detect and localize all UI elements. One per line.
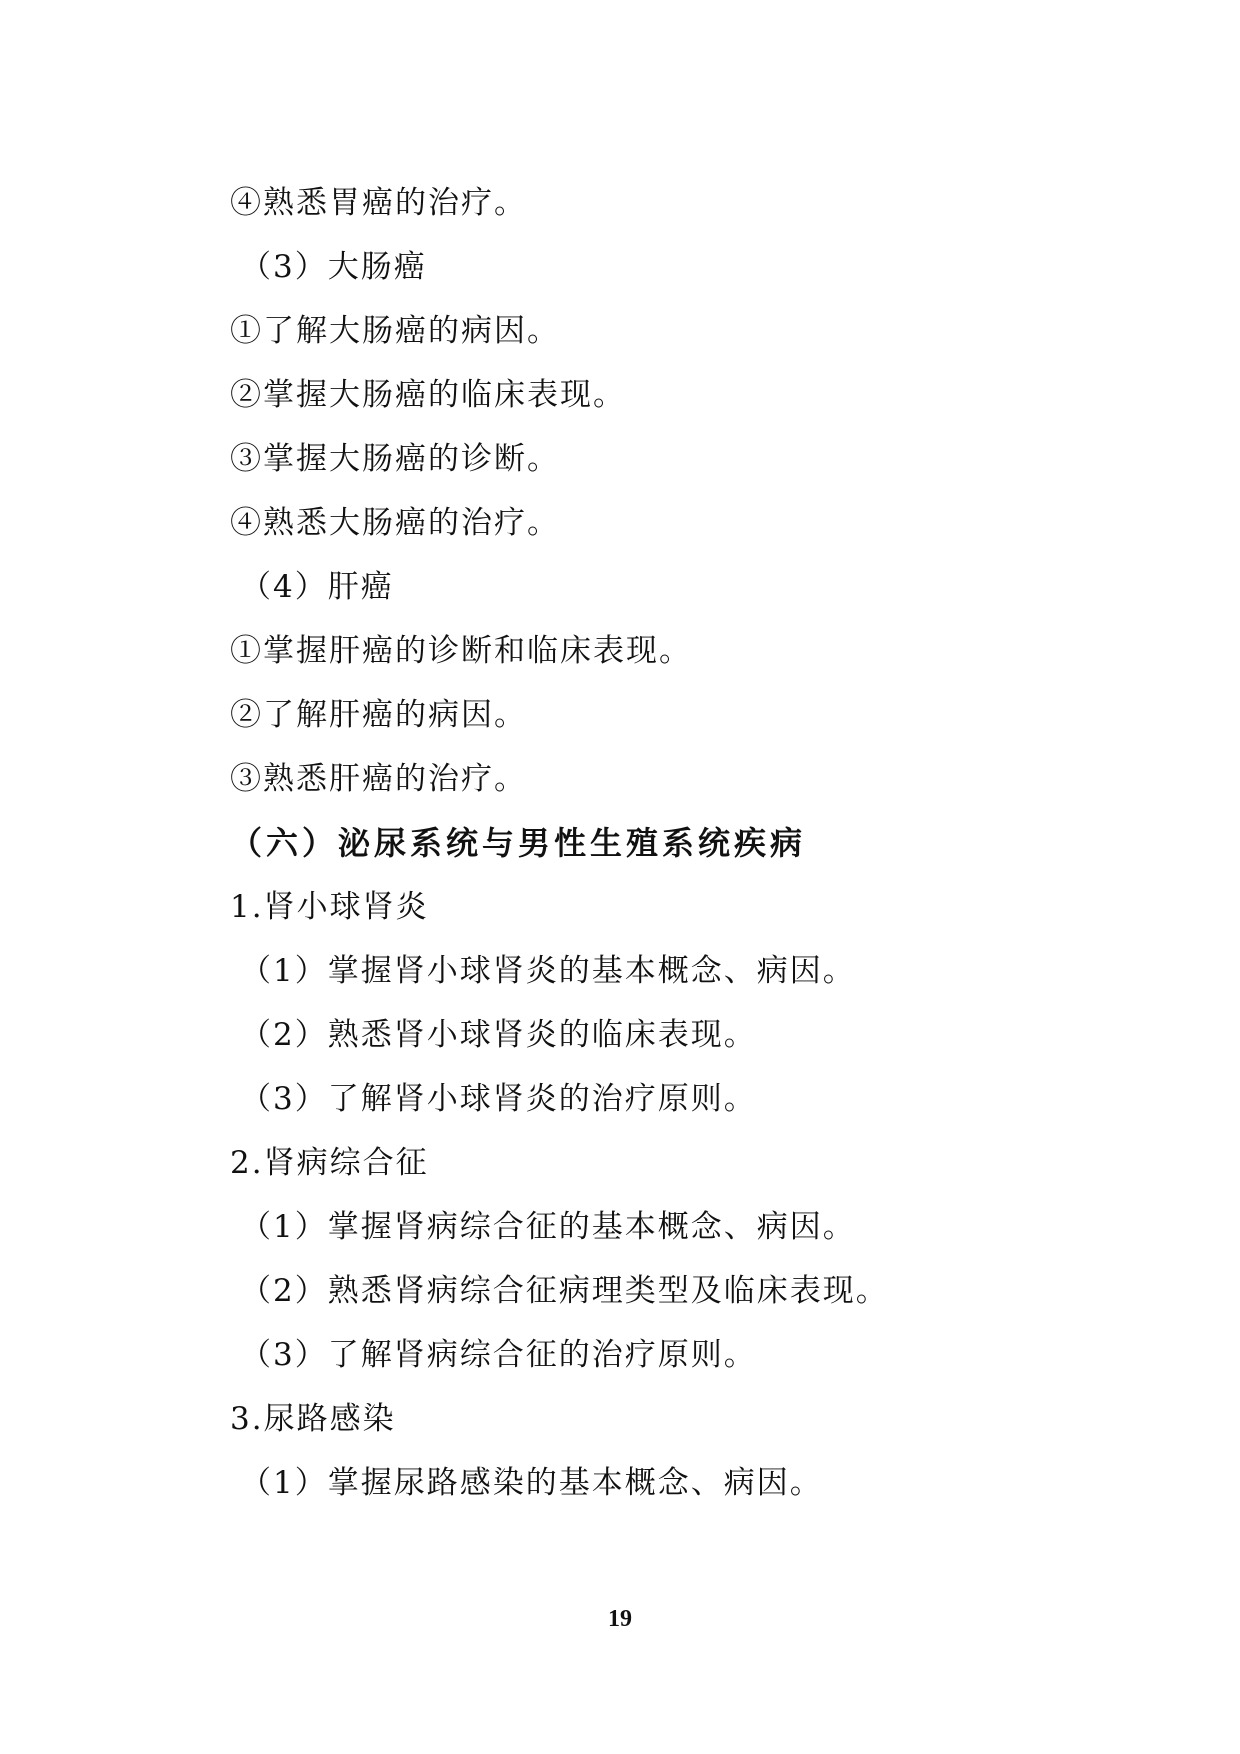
topic-urinary-tract-infection: 3.尿路感染 (230, 1401, 396, 1437)
item-colorectal-cause: ①了解大肠癌的病因。 (230, 313, 560, 349)
item-liver-cause: ②了解肝癌的病因。 (230, 697, 527, 733)
topic-nephrotic-syndrome: 2.肾病综合征 (230, 1145, 429, 1181)
page-number: 19 (608, 1606, 632, 1632)
section-heading-urinary-system: （六）泌尿系统与男性生殖系统疾病 (230, 824, 807, 862)
item-glomerulonephritis-concept: （1）掌握肾小球肾炎的基本概念、病因。 (240, 953, 856, 989)
item-nephrotic-treatment: （3）了解肾病综合征的治疗原则。 (240, 1337, 757, 1373)
item-glomerulonephritis-treatment: （3）了解肾小球肾炎的治疗原则。 (240, 1081, 757, 1117)
item-liver-treatment: ③熟悉肝癌的治疗。 (230, 761, 527, 797)
item-colorectal-treatment: ④熟悉大肠癌的治疗。 (230, 505, 560, 541)
item-stomach-cancer-treatment: ④熟悉胃癌的治疗。 (230, 185, 527, 221)
subsection-liver-cancer: （4）肝癌 (240, 569, 394, 605)
subsection-colorectal-cancer: （3）大肠癌 (240, 249, 427, 285)
topic-glomerulonephritis: 1.肾小球肾炎 (230, 889, 429, 925)
item-uti-concept: （1）掌握尿路感染的基本概念、病因。 (240, 1465, 823, 1501)
item-colorectal-diagnosis: ③掌握大肠癌的诊断。 (230, 441, 560, 477)
item-nephrotic-pathology: （2）熟悉肾病综合征病理类型及临床表现。 (240, 1273, 889, 1309)
item-liver-diagnosis: ①掌握肝癌的诊断和临床表现。 (230, 633, 692, 669)
item-colorectal-clinical: ②掌握大肠癌的临床表现。 (230, 377, 626, 413)
item-nephrotic-concept: （1）掌握肾病综合征的基本概念、病因。 (240, 1209, 856, 1245)
item-glomerulonephritis-clinical: （2）熟悉肾小球肾炎的临床表现。 (240, 1017, 757, 1053)
